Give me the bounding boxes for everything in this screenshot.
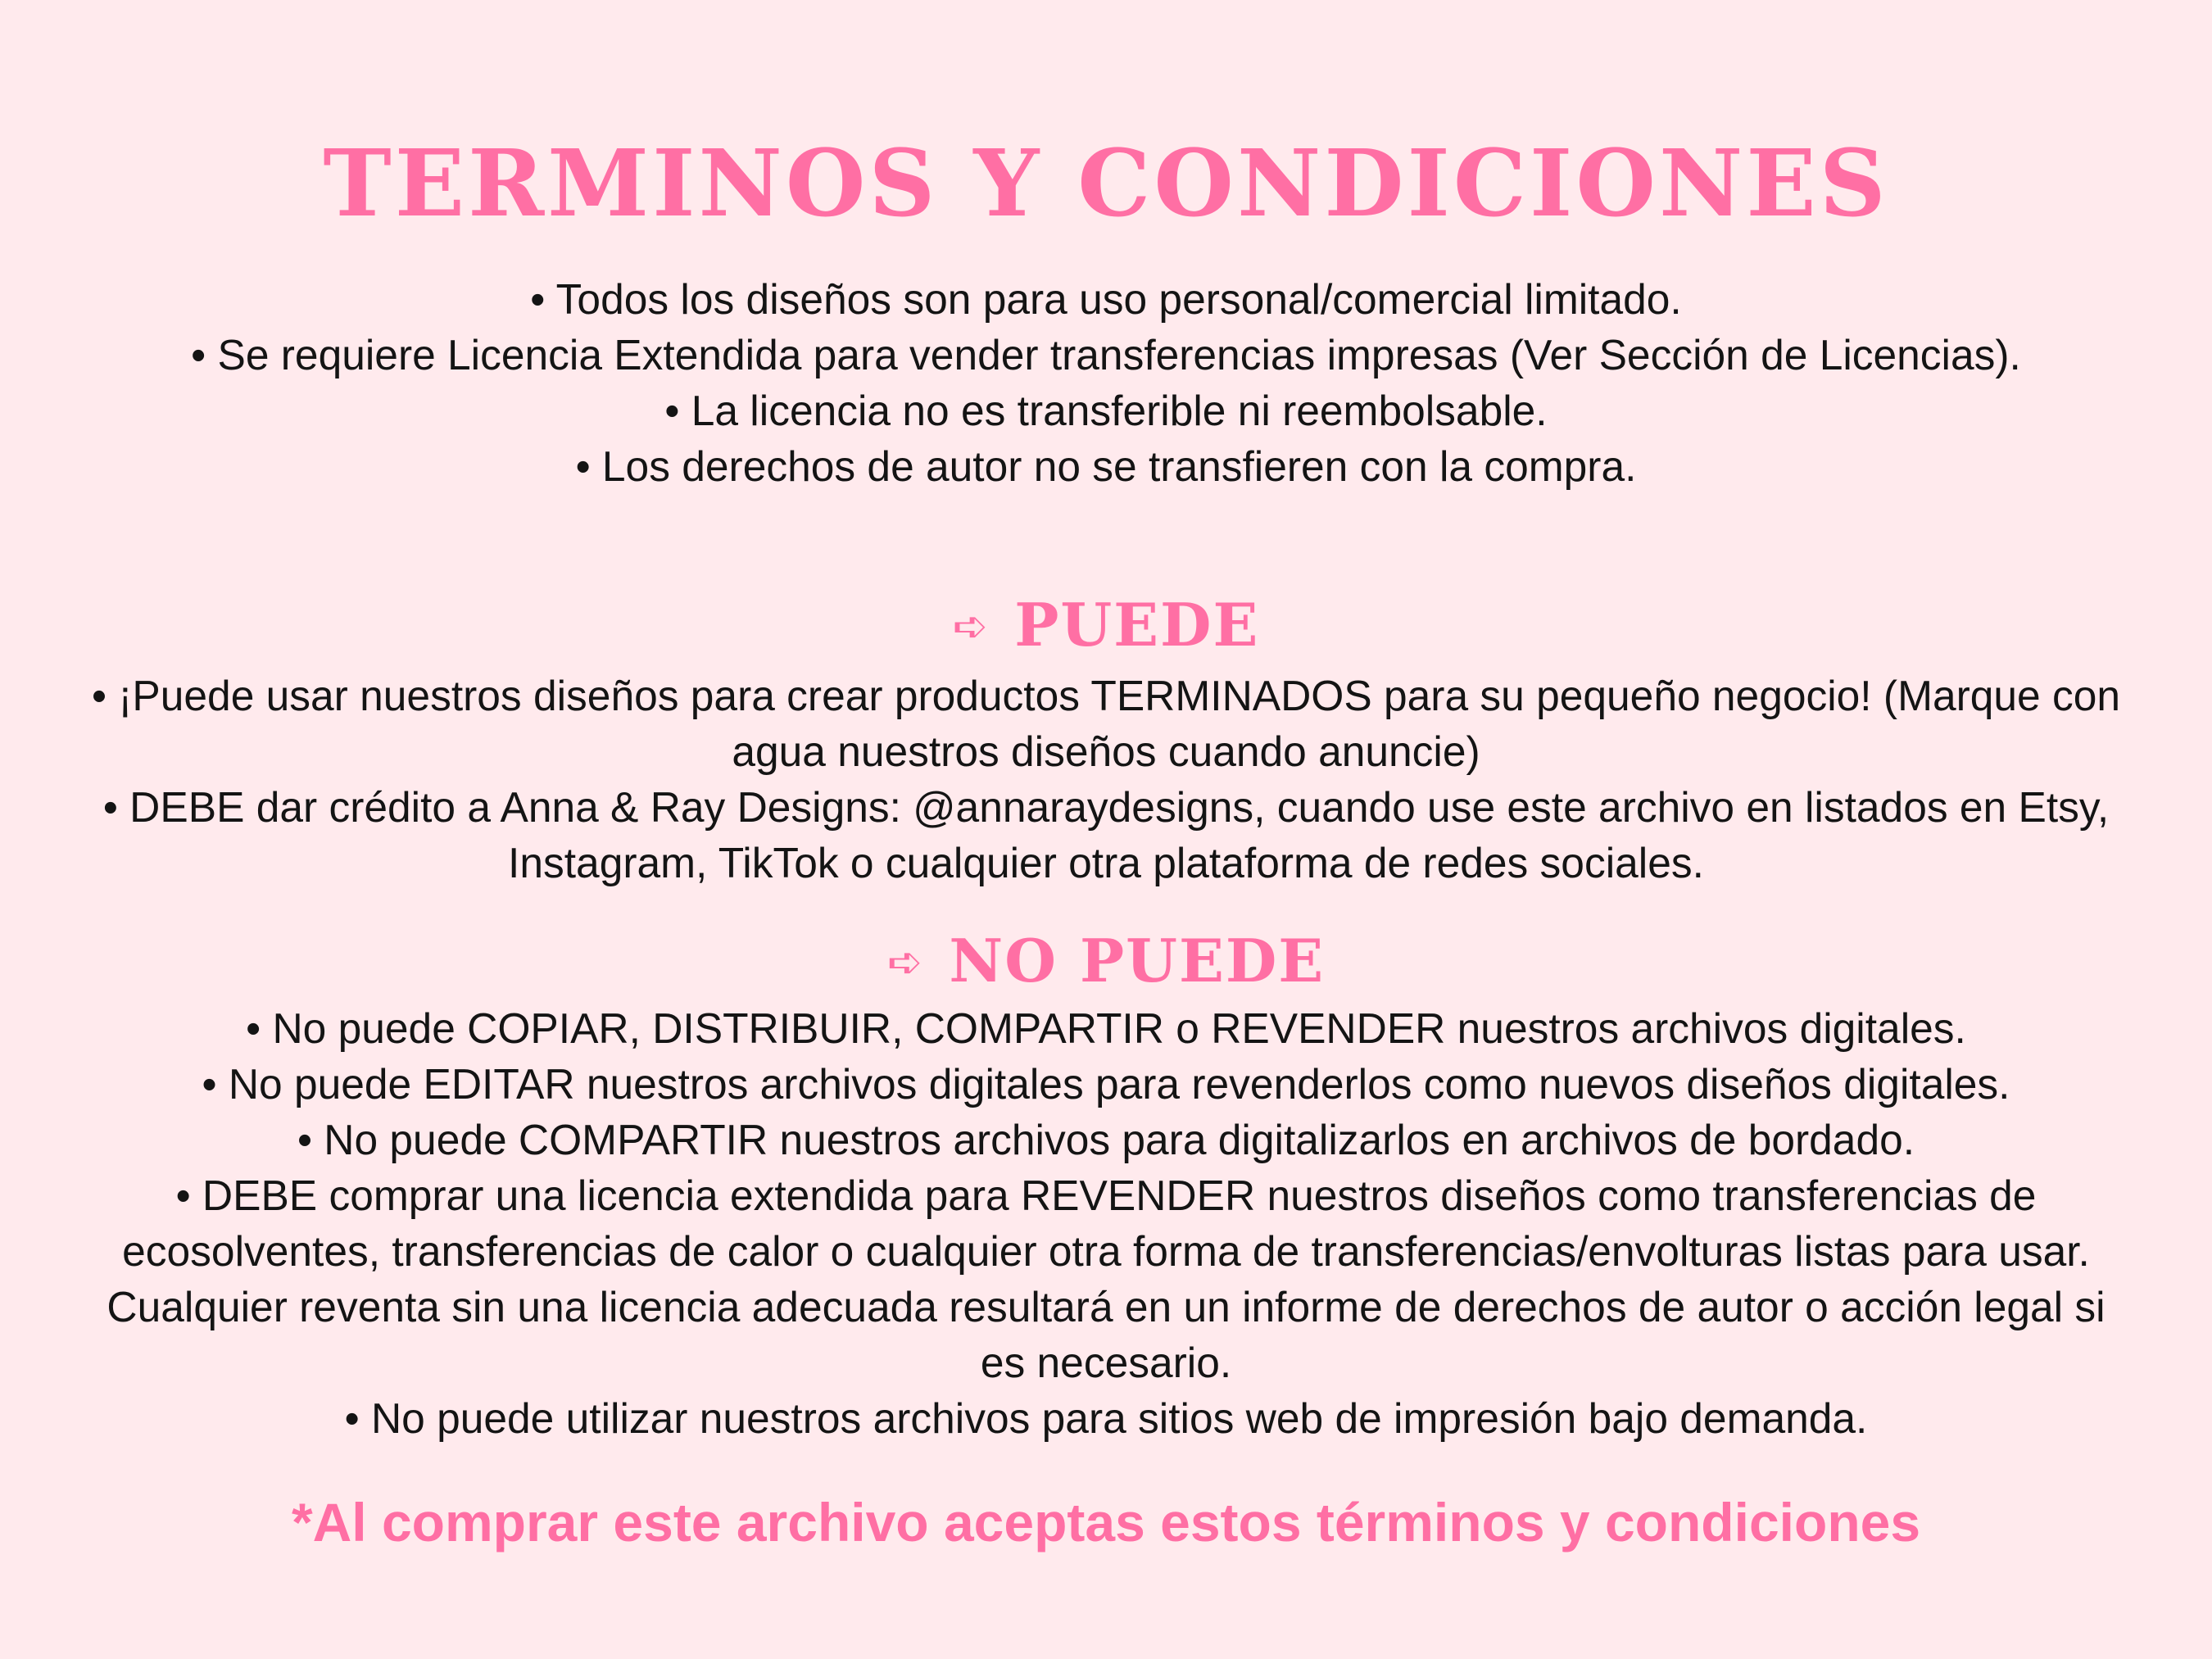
cannot-item: • No puede EDITAR nuestros archivos digitales para revenderlos como nuevos diseños digitales. xyxy=(202,1060,2010,1108)
cannot-item: • No puede utilizar nuestros archivos para sitios web de impresión bajo demanda. xyxy=(344,1394,1868,1442)
cannot-item: • No puede COMPARTIR nuestros archivos para digitalizarlos en archivos de bordado. xyxy=(297,1116,1915,1163)
cannot-heading-label: NO PUEDE xyxy=(949,926,1326,995)
arrow-right-icon: ➪ xyxy=(886,938,925,987)
intro-item: • Los derechos de autor no se transfieren con la compra. xyxy=(575,442,1637,490)
intro-item: • La licencia no es transferible ni reembolsable. xyxy=(664,387,1548,434)
intro-item: • Todos los diseños son para uso personal/comercial limitado. xyxy=(530,275,1682,323)
intro-list xyxy=(82,271,2130,494)
can-item: • DEBE dar crédito a Anna & Ray Designs: @annaraydesigns, cuando use este archivo en listados en Etsy, Instagram, TikTok o cualquier otra plataforma de redes sociales. xyxy=(102,783,2110,886)
cannot-section-heading xyxy=(0,924,2212,1004)
page-title: TERMINOS Y CONDICIONES xyxy=(323,130,1889,238)
arrow-right-icon: ➪ xyxy=(952,602,990,651)
intro-item: • Se requiere Licencia Extendida para vender transferencias impresas (Ver Sección de Licencias). xyxy=(191,331,2021,378)
cannot-list xyxy=(82,1000,2130,1446)
can-list xyxy=(82,668,2130,891)
can-item: • ¡Puede usar nuestros diseños para crear productos TERMINADOS para su pequeño negocio! (Marque con agua nuestros diseños cuando anuncie) xyxy=(91,672,2121,775)
can-section-heading xyxy=(0,588,2212,669)
cannot-item: • DEBE comprar una licencia extendida para REVENDER nuestros diseños como transferencias de ecosolventes, transferencias de calor o cualquier otra forma de transferencias/envolturas listas para usar. Cualquier reventa sin una licencia adecuada resultará en un informe de derechos de autor o acción legal si es necesario. xyxy=(107,1172,2105,1386)
can-heading-label: PUEDE xyxy=(1014,590,1260,660)
agreement-note: *Al comprar este archivo aceptas estos términos y condiciones xyxy=(291,1492,1921,1552)
cannot-item: • No puede COPIAR, DISTRIBUIR, COMPARTIR o REVENDER nuestros archivos digitales. xyxy=(246,1004,1966,1052)
